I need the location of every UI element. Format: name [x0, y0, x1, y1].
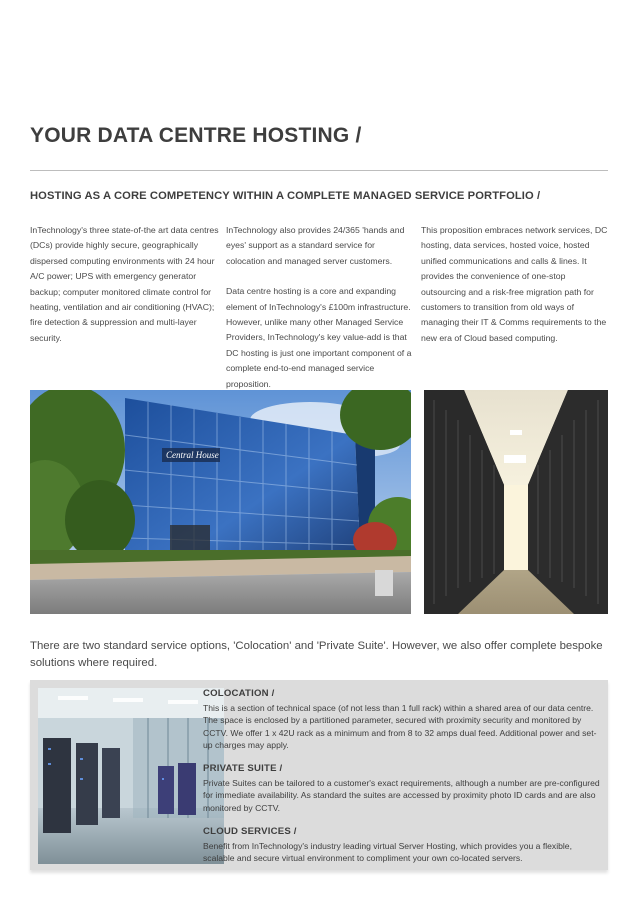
cloud-services-body: Benefit from InTechnology's industry leading virtual Server Hosting, which provides you a flexible, scalable and secure virtual environment to compliment your own co-located servers.: [203, 841, 572, 864]
private-suite-section: [203, 763, 601, 814]
building-sign-text: Central House: [166, 450, 219, 460]
text-column-3: [421, 223, 611, 346]
data-centre-room-photo: [38, 688, 224, 864]
private-suite-heading: PRIVATE SUITE /: [203, 763, 283, 774]
service-options-intro: There are two standard service options, 'Colocation' and 'Private Suite'. However, we also offer complete bespoke solutions where required.: [30, 640, 603, 669]
colocation-body: This is a section of technical space (of not less than 1 full rack) within a shared area of our data centre. The space is enclosed by a partitioned parameter, secured with proximity security and monitored by CCTV. We offer 1 x 42U rack as a minimum and from 8 to 32 amps dual feed. Additional power and set-up charges may apply.: [203, 703, 597, 751]
title-divider: [30, 170, 608, 171]
private-suite-body: Private Suites can be tailored to a customer's exact requirements, although a number are pre-configured for immediate availability. As standard the suites are accessed by proximity photo ID cards and are also monitored by CCTV.: [203, 778, 600, 813]
cloud-services-section: [203, 826, 601, 865]
column-2-paragraph-1: InTechnology also provides 24/365 'hands and eyes' support as a standard service for colocation and managed server customers.: [226, 225, 405, 266]
colocation-section: [203, 688, 601, 752]
building-photo: [30, 390, 411, 614]
text-column-2: [226, 223, 414, 392]
server-aisle-photo: [424, 390, 608, 614]
section-subtitle: HOSTING AS A CORE COMPETENCY WITHIN A COMPLETE MANAGED SERVICE PORTFOLIO /: [30, 190, 541, 202]
text-column-1: [30, 223, 220, 346]
colocation-heading: COLOCATION /: [203, 688, 275, 699]
services-panel: [30, 680, 608, 870]
column-2-paragraph-2: Data centre hosting is a core and expanding element of InTechnology's £100m infrastructure. However, unlike many other Managed Service Providers, InTechnology's key value-add is that DC hosting is just one important component of a complete end-to-end managed service proposition.: [226, 286, 412, 389]
column-3-paragraph: This proposition embraces network services, DC hosting, data services, hosted voice, hosted unified communications and calls & lines. It provides the convenience of one-stop outsourcing and a risk-free migration path for customers to transition from old ways of managing their IT & Comms requirements to the new era of Cloud based computing.: [421, 225, 608, 343]
page-title: YOUR DATA CENTRE HOSTING /: [30, 124, 362, 147]
column-1-paragraph: InTechnology's three state-of-the art data centres (DCs) provide highly secure, geographically dispersed computing environments with 24 hour A/C power; UPS with emergency generator backup; computer monitored climate control for heating, ventilation and air conditioning (HVAC); fire detection & suppression and multi-layer security.: [30, 225, 219, 343]
cloud-services-heading: CLOUD SERVICES /: [203, 826, 297, 837]
